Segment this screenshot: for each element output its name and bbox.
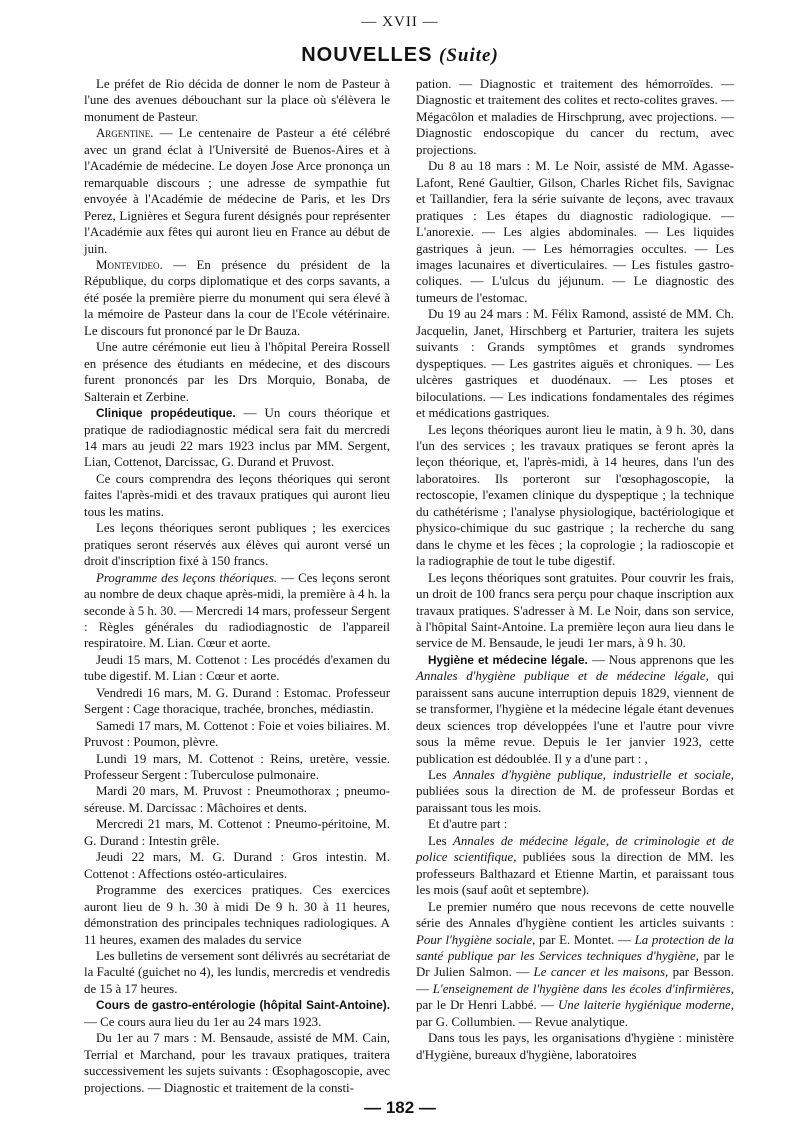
paragraph-text: publiées sous la direction de M. de professeur Bordas et paraissant tous les mois. (416, 784, 734, 815)
article-title: Une laiterie hygiénique moderne, (557, 998, 734, 1013)
paragraph-text: Les (428, 833, 453, 848)
paragraph: Les bulletins de versement sont délivrés au secrétariat de la Faculté (guichet no 4), les lundis, mercredis et vendredis de 15 à 17 heures. (84, 949, 390, 996)
paragraph: Les leçons théoriques auront lieu le matin, à 9 h. 30, dans l'un des services ; les travaux pratiques se feront après la leçon théorique, et, l'après-midi, à 14 heures, dans l'un des laboratoires. Ils porteront sur l'œsophagoscopie, la rectoscopie, l'examen clinique du dyspeptique ; la technique du cathétérisme ; l'analyse physiologique, bactériologique et physico-chimique du suc gastrique ; la recherche du sang dans le chyme et les fèces ; la coprologie ; la radioscopie et la radiographie de tout le tube digestif. (416, 422, 734, 569)
paragraph (416, 833, 734, 899)
section-heading: Cours de gastro-entérologie (hôpital Saint-Antoine). (96, 998, 390, 1013)
paragraph-text: qui paraissent sans aucune interruption depuis 1829, viennent de se transformer, l'hygiène et la médecine légale étant devenues deux sciences trop développées l'une et l'autre pour vivre sous la même revue. Depuis le 1er janvier 1923, cette publication est dédoublée. Il y a d'une part : , (416, 669, 734, 766)
paragraph: Vendredi 16 mars, M. G. Durand : Estomac. Professeur Sergent : Cage thoracique, trachée, bronches, médiastin. (84, 685, 390, 717)
paragraph: Dans tous les pays, les organisations d'hygiène : ministère d'Hygiène, bureaux d'hygiène, laboratoires (416, 1031, 734, 1062)
paragraph-text: par E. Montet. — (535, 932, 635, 947)
paragraph: Ce cours comprendra des leçons théoriques qui seront faites l'après-midi et des travaux pratiques qui auront lieu tous les matins. (84, 471, 390, 519)
paragraph: Mercredi 21 mars, M. Cottenot : Pneumo-péritoine, M. G. Durand : Intestin grêle. (84, 817, 390, 848)
section-heading: Clinique propédeutique. (96, 406, 236, 421)
paragraph: Lundi 19 mars, M. Cottenot : Reins, uretère, vessie. Professeur Sergent : Tuberculose pulmonaire. (84, 751, 390, 783)
paragraph-text: par le Dr Henri Labbé. — (416, 998, 558, 1013)
paragraph: Mardi 20 mars, M. Pruvost : Pneumothorax ; pneumo-séreuse. M. Darcissac : Mâchoires et dents. (84, 784, 390, 815)
place-heading: Montevideo. (96, 257, 163, 272)
paragraph-text: Le premier numéro que nous recevons de cette nouvelle série des Annales d'hygiène contient les articles suivants : (416, 899, 734, 931)
paragraph: Samedi 17 mars, M. Cottenot : Foie et voies biliaires. M. Pruvost : Poumon, plèvre. (84, 718, 390, 750)
paragraph (416, 767, 734, 816)
right-column (416, 76, 734, 1063)
paragraph: Le préfet de Rio décida de donner le nom de Pasteur à l'une des avenues débouchant sur la place où s'élèvera le monument de Pasteur. (84, 77, 390, 124)
paragraph-text: — Nous apprenons que les (587, 652, 734, 667)
paragraph-text: par G. Collumbien. — Revue analytique. (416, 1014, 628, 1029)
paragraph: Jeudi 15 mars, M. Cottenot : Les procédés d'examen du tube digestif. M. Lian : Cœur et aorte. (84, 652, 390, 684)
section-title (0, 44, 800, 67)
paragraph: Du 1er au 7 mars : M. Bensaude, assisté de MM. Cain, Terrial et Marchand, pour les travaux pratiques, traitera successivement les sujets suivants : Œsophagoscopie, avec projections. — Diagnostic et traitement de la consti- (84, 1031, 390, 1095)
place-heading: Argentine. (96, 126, 154, 141)
page-number: — 182 — (364, 1098, 436, 1117)
paragraph: Et d'autre part : (428, 817, 508, 832)
paragraph-text: — Un cours théorique et pratique de radiodiagnostic médical sera fait du mercredi 14 mars au jeudi 22 mars 1923 inclus par MM. Sergent, Lian, Cottenot, Darcissac, G. Durand et Pruvost. (84, 406, 390, 470)
article-title: Le cancer et les maisons, (533, 965, 669, 980)
paragraph (84, 257, 390, 339)
paragraph: Les leçons théoriques seront publiques ; les exercices pratiques seront réservés aux élèves qui auront versé un droit d'inscription fixé à 150 francs. (84, 521, 390, 569)
paragraph-text: — Le centenaire de Pasteur a été célébré avec un grand éclat à l'Université de Buenos-Aires et à l'Académie de médecine. Le doyen Jose Arce prononça un remarquable discours ; une adresse de sympathie fut envoyée à l'Académie de médecine de Paris, et les Drs Perez, Lignières et Segura furent désignés pour représenter l'Académie aux fêtes qui auront lieu en France au début de juin. (84, 126, 390, 256)
paragraph-text: par Besson. — (416, 965, 734, 996)
article-title: La protection de la santé publique par les Services techniques d'hygiène, (416, 932, 735, 964)
paragraph (416, 899, 734, 1031)
journal-title: Annales de médecine légale, de criminologie et de police scientifique, (416, 833, 734, 865)
paragraph (84, 405, 390, 471)
paragraph-text: — Ce cours aura lieu du 1er au 24 mars 1923. (84, 1014, 322, 1029)
paragraph-text: — En présence du président de la République, du corps diplomatique et des corps savants, a été posée la première pierre du monument qui sera élevé à la mémoire de Pasteur dans la cour de l'Ecole vétérinaire. Le discours fut prononcé par le Dr Bauza. (84, 257, 390, 338)
paragraph: Une autre cérémonie eut lieu à l'hôpital Pereira Rossell en présence des étudiants en médecine, et des discours furent prononcés par les Drs Morquio, Bonaba, de Salterain et Zerbine. (84, 340, 390, 404)
paragraph-text: publiées sous la direction de MM. les professeurs Balthazard et Etienne Martin, et paraissant tous les mois (sauf août et septembre). (416, 850, 734, 898)
paragraph: Du 19 au 24 mars : M. Félix Ramond, assisté de MM. Ch. Jacquelin, Janet, Hirschberg et Parturier, traitera les sujets suivants : Grands symptômes et grands syndromes dyspeptiques. — Les gastrites aiguës et chroniques. — Les ulcères gastriques et duodénaux. — Les ptoses et biloculations. — Les indications fondamentales des régimes et médications gastriques. (416, 307, 734, 421)
title-text: NOUVELLES (301, 44, 433, 66)
article-title: L'enseignement de l'hygiène dans les écoles d'infirmières, (432, 981, 734, 996)
paragraph (84, 997, 390, 1030)
paragraph: Jeudi 22 mars, M. G. Durand : Gros intestin. M. Cottenot : Affections ostéo-articulaires. (84, 850, 390, 881)
paragraph: Du 8 au 18 mars : M. Le Noir, assisté de MM. Agasse-Lafont, René Gaultier, Gilson, Charles Richet fils, Savignac et Taillandier, fera la série suivante de leçons, avec travaux pratiques : Les étapes du diagnostic radiologique. — L'anorexie. — Les algies abdominales. — Les liquides gastriques à jeun. — Les hémorragies occultes. — Les images lacunaires et diverticulaires. — Les fistules gastro-coliques. — L'ulcus du jéjunum. — Le diagnostic des tumeurs de l'estomac. (416, 159, 734, 305)
paragraph (416, 652, 734, 767)
paragraph-text: par le Dr Julien Salmon. — (416, 949, 734, 980)
paragraph: pation. — Diagnostic et traitement des hémorroïdes. — Diagnostic et traitement des colites et recto-colites graves. — Mégacôlon et maladies de Hirschprung, avec projections. — Diagnostic endoscopique du cancer du rectum, avec projections. (416, 77, 734, 157)
roman-page-header: — XVII — (361, 14, 439, 30)
paragraph (84, 125, 390, 257)
paragraph: Programme des exercices pratiques. Ces exercices auront lieu de 9 h. 30 à midi De 9 h. 30 à 11 heures, démonstration des principales techniques radiologiques. A 11 heures, examen des malades du service (84, 883, 390, 947)
paragraph (84, 570, 390, 652)
journal-title: Annales d'hygiène publique et de médecine légale, (416, 669, 709, 684)
paragraph-text: Les (428, 768, 454, 783)
italic-heading: Programme des leçons théoriques. (96, 570, 278, 585)
paragraph: Les leçons théoriques sont gratuites. Pour couvrir les frais, un droit de 100 francs sera perçu pour chaque inscription aux travaux pratiques. S'adresser à M. Le Noir, dans son service, à l'hôpital Saint-Antoine. La première leçon aura lieu dans le service de M. Bensaude, le jeudi 1er mars, à 9 h. 30. (416, 570, 734, 651)
paragraph-text: — Ces leçons seront au nombre de deux chaque après-midi, la première à 4 h. la seconde à 5 h. 30. — Mercredi 14 mars, professeur Sergent : Règles générales du radiodiagnostic de l'appareil respiratoire. M. Lian. Cœur et aorte. (84, 570, 390, 651)
journal-title: Annales d'hygiène publique, industrielle et sociale, (453, 768, 734, 783)
article-title: Pour l'hygiène sociale, (416, 932, 536, 947)
left-column (84, 76, 390, 1096)
title-suite: (Suite) (439, 45, 499, 66)
section-heading: Hygiène et médecine légale. (428, 652, 588, 667)
